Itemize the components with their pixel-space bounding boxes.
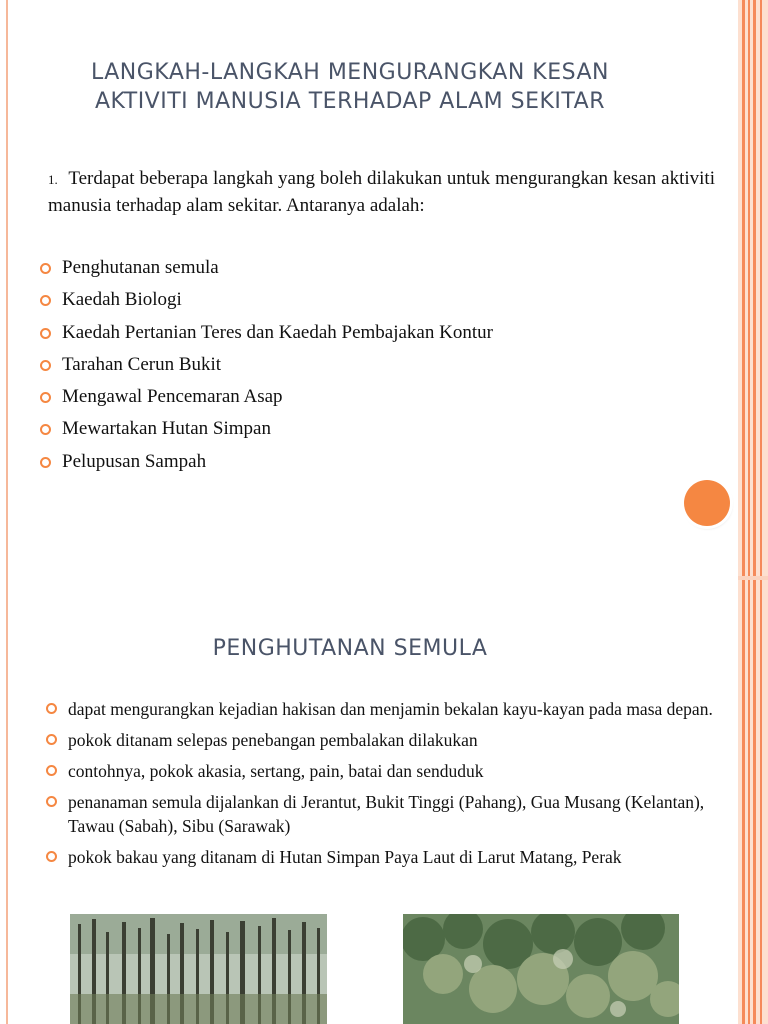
bullet-circle-icon xyxy=(46,765,57,776)
left-border-line xyxy=(6,0,8,1024)
intro-number: 1. xyxy=(48,172,58,187)
mangrove-forest-photo xyxy=(403,914,679,1024)
bullet-circle-icon xyxy=(40,392,51,403)
intro-text: Terdapat beberapa langkah yang boleh dilakukan untuk mengurangkan kesan aktiviti manusia terhadap alam sekitar. Antaranya adalah: xyxy=(48,168,715,216)
list-item: contohnya, pokok akasia, sertang, pain, batai dan senduduk xyxy=(46,759,718,783)
list-item: pokok bakau yang ditanam di Hutan Simpan Paya Laut di Larut Matang, Perak xyxy=(46,845,718,869)
list-item: penanaman semula dijalankan di Jerantut, Bukit Tinggi (Pahang), Gua Musang (Kelantan), Tawau (Sabah), Sibu (Sarawak) xyxy=(46,790,718,838)
slide2-bullet-list xyxy=(46,697,718,876)
slide-divider xyxy=(738,576,768,580)
bullet-circle-icon xyxy=(46,734,57,745)
bullet-circle-icon xyxy=(40,328,51,339)
slide1-intro xyxy=(48,166,715,219)
list-item: Mengawal Pencemaran Asap xyxy=(40,385,700,417)
orange-circle-decoration xyxy=(684,480,730,526)
list-item: Tarahan Cerun Bukit xyxy=(40,353,700,385)
slide1-title-line1: LANGKAH-LANGKAH MENGURANGKAN KESAN xyxy=(90,60,609,85)
list-item: Kaedah Pertanian Teres dan Kaedah Pembajakan Kontur xyxy=(40,321,700,353)
bullet-circle-icon xyxy=(46,703,57,714)
list-item: Mewartakan Hutan Simpan xyxy=(40,417,700,449)
bullet-circle-icon xyxy=(40,360,51,371)
pine-forest-photo xyxy=(70,914,327,1024)
slide1-bullet-list xyxy=(40,256,700,482)
bullet-circle-icon xyxy=(40,263,51,274)
right-decorative-stripes xyxy=(738,0,768,1024)
bullet-circle-icon xyxy=(46,851,57,862)
bullet-circle-icon xyxy=(40,457,51,468)
list-item: Kaedah Biologi xyxy=(40,288,700,320)
slide1-title xyxy=(20,58,680,116)
list-item: Pelupusan Sampah xyxy=(40,450,700,482)
list-item: pokok ditanam selepas penebangan pembalakan dilakukan xyxy=(46,728,718,752)
bullet-circle-icon xyxy=(46,796,57,807)
bullet-circle-icon xyxy=(40,295,51,306)
slide1-title-line2: AKTIVITI MANUSIA TERHADAP ALAM SEKITAR xyxy=(94,89,605,114)
list-item: dapat mengurangkan kejadian hakisan dan menjamin bekalan kayu-kayan pada masa depan. xyxy=(46,697,718,721)
slide2-title: PENGHUTANAN SEMULA xyxy=(212,636,488,661)
list-item: Penghutanan semula xyxy=(40,256,700,288)
bullet-circle-icon xyxy=(40,424,51,435)
